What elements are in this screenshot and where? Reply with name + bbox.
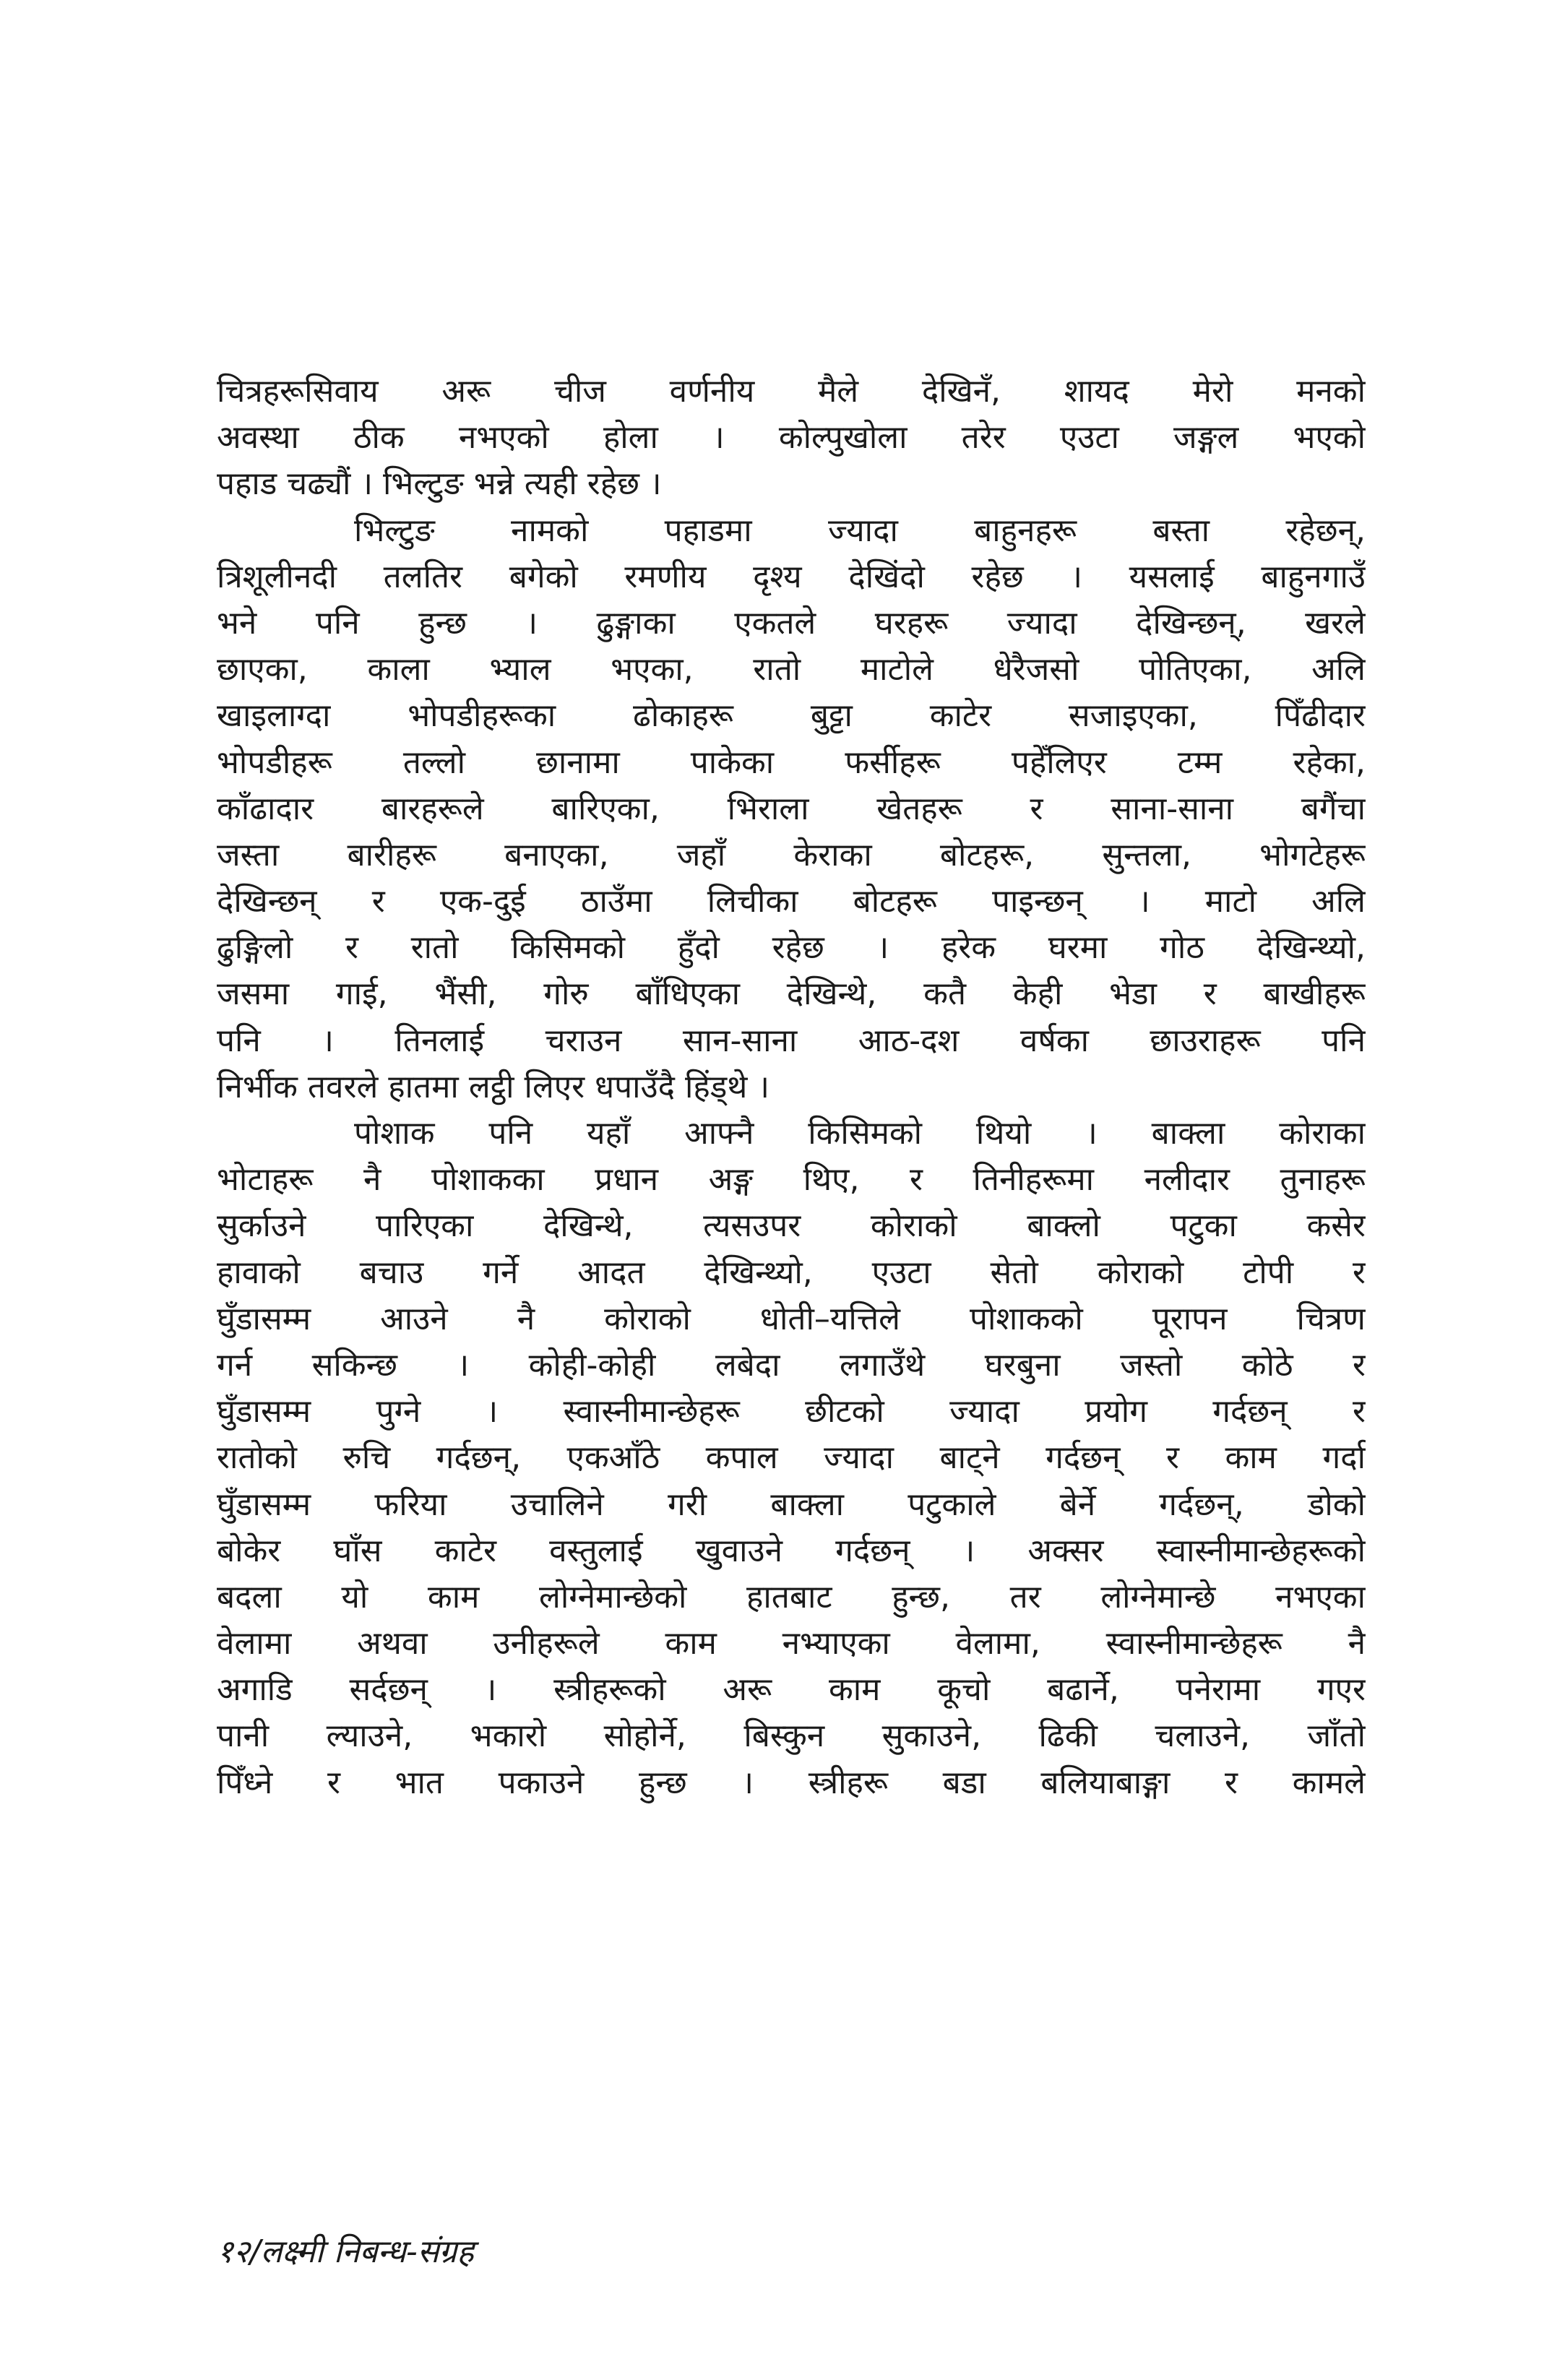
- text-line: घुँडासम्म आउने नै कोराको धोती–यत्तिले पोशाकको पूरापन चित्रण: [217, 1300, 1366, 1337]
- text-line: निर्भीक तवरले हातमा लट्ठी लिएर धपाउँदै हिंड्थे ।: [217, 1068, 770, 1105]
- text-line: सुर्काउने पारिएका देखिन्थे, त्यसउपर कोराको बाक्लो पटुका कसेर: [217, 1207, 1366, 1245]
- text-line: घुँडासम्म पुग्ने । स्वास्नीमान्छेहरू छीटको ज्यादा प्रयोग गर्दछन् र: [217, 1393, 1366, 1431]
- text-line: घुँडासम्म फरिया उचालिने गरी बाक्ला पटुकाले बेर्ने गर्दछन्, डोको: [217, 1486, 1366, 1523]
- text-line: हावाको बचाउ गर्ने आदत देखिन्थ्यो, एउटा सेतो कोराको टोपी र: [217, 1254, 1366, 1291]
- text-line: चित्रहरूसिवाय अरू चीज वर्णनीय मैले देखिनँ, शायद मेरो मनको: [217, 373, 1366, 410]
- text-line: काँढादार बारहरूले बारिएका, भिराला खेतहरू र साना-साना बगैंचा: [217, 790, 1366, 827]
- text-line: जसमा गाई, भैंसी, गोरु बाँधिएका देखिन्थे, कतै केही भेडा र बाखीहरू: [217, 975, 1366, 1013]
- text-line: भिल्टुङ नामको पहाडमा ज्यादा बाहुनहरू बस्ता रहेछन्,: [354, 512, 1366, 549]
- text-line: बोकेर घाँस काटेर वस्तुलाई खुवाउने गर्दछन् । अक्सर स्वास्नीमान्छेहरूको: [217, 1532, 1366, 1569]
- text-line: वेलामा अथवा उनीहरूले काम नभ्याएका वेलामा, स्वास्नीमान्छेहरू नै: [217, 1625, 1366, 1663]
- text-line: पोशाक पनि यहाँ आफ्नै किसिमको थियो । बाक्ला कोराका: [354, 1115, 1366, 1152]
- text-line: जस्ता बारीहरू बनाएका, जहाँ केराका बोटहरू, सुन्तला, भोगटेहरू: [217, 836, 1366, 874]
- paragraph: [217, 1111, 1366, 1806]
- text-line: भोपडीहरू तल्लो छानामा पाकेका फर्सीहरू पहेँलिएर टम्म रहेका,: [217, 743, 1366, 781]
- text-line: पानी ल्याउने, भकारो सोहोर्ने, बिस्कुन सुकाउने, ढिकी चलाउने, जाँतो: [217, 1717, 1366, 1755]
- page-footer: [217, 2229, 474, 2275]
- footer-separator: /: [249, 2233, 261, 2270]
- text-line: अगाडि सर्दछन् । स्त्रीहरूको अरू काम कूचो बढार्ने, पनेरामा गएर: [217, 1671, 1366, 1709]
- text-line: पनि । तिनलाई चराउन सान-साना आठ-दश वर्षका छाउराहरू पनि: [217, 1022, 1366, 1059]
- book-title: लक्ष्मी निबन्ध-संग्रह: [260, 2233, 474, 2270]
- text-line: बदला यो काम लोग्नेमान्छेको हातबाट हुन्छ, तर लोग्नेमान्छे नभएका: [217, 1578, 1366, 1616]
- text-line: गर्न सकिन्छ । कोही-कोही लबेदा लगाउँथे घरबुना जस्तो कोठे र: [217, 1346, 1366, 1384]
- text-line: रातोको रुचि गर्दछन्, एकआँठे कपाल ज्यादा बाट्ने गर्दछन् र काम गर्दा: [217, 1439, 1366, 1477]
- text-line: पहाड चढ्यौं । भिल्टुङ भन्ने त्यही रहेछ ।: [217, 465, 662, 503]
- paragraph: [217, 368, 1366, 508]
- text-line: ढुङ्गिलो र रातो किसिमको हुँदो रहेछ । हरेक घरमा गोठ देखिन्थ्यो,: [217, 929, 1366, 967]
- text-line: अवस्था ठीक नभएको होला । कोल्पुखोला तरेर एउटा जङ्गल भएको: [217, 419, 1366, 457]
- text-line: भने पनि हुन्छ । ढुङ्गाका एकतले घरहरू ज्यादा देखिन्छन्, खरले: [217, 604, 1366, 642]
- text-line: खाइलाग्दा भोपडीहरूका ढोकाहरू बुट्टा काटेर सजाइएका, पिँढीदार: [217, 697, 1366, 735]
- body-text: [217, 368, 1366, 1806]
- text-line: देखिन्छन् र एक-दुई ठाउँमा लिचीका बोटहरू पाइन्छन् । माटो अलि: [217, 883, 1366, 920]
- text-line: भोटाहरू नै पोशाकका प्रधान अङ्ग थिए, र तिनीहरूमा नलीदार तुनाहरू: [217, 1161, 1366, 1199]
- text-line: छाएका, काला भ्याल भएका, रातो माटोले धेरैजसो पोतिएका, अलि: [217, 651, 1366, 689]
- page-number: १२: [217, 2233, 250, 2270]
- text-line: त्रिशूलीनदी तलतिर बगेको रमणीय दृश्य देखिंदो रहेछ । यसलाई बाहुनगाउँ: [217, 558, 1366, 595]
- text-line: पिँध्ने र भात पकाउने हुन्छ । स्त्रीहरू बडा बलियाबाङ्गा र कामले: [217, 1764, 1366, 1801]
- paragraph: [217, 508, 1366, 1111]
